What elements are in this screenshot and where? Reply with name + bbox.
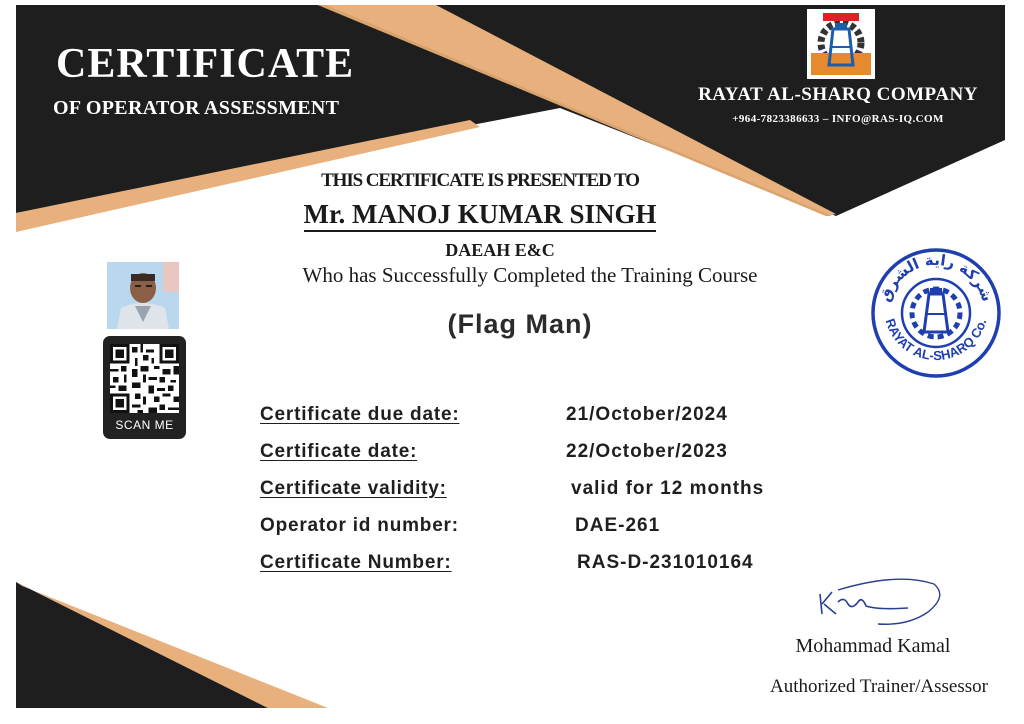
- detail-row: [258, 437, 818, 474]
- svg-text:شركة راية الشرق: شركة راية الشرق: [875, 250, 997, 304]
- detail-value: 22/October/2023: [566, 441, 728, 462]
- qr-code-button[interactable]: [103, 336, 186, 439]
- certificate-details: [258, 400, 818, 585]
- certificate-subtitle: OF OPERATOR ASSESSMENT: [53, 97, 340, 119]
- detail-value: valid for 12 months: [571, 478, 765, 499]
- recipient-organization: DAEAH E&C: [445, 240, 555, 260]
- qr-code-icon: [110, 344, 179, 413]
- completion-statement: Who has Successfully Completed the Training Course: [302, 263, 758, 287]
- recipient-name-text: Mr. MANOJ KUMAR SINGH: [304, 199, 657, 232]
- recipient-name: [250, 199, 710, 230]
- signatory-title: Authorized Trainer/Assessor: [770, 676, 988, 697]
- signatory-name: Mohammad Kamal: [795, 635, 951, 657]
- detail-row: [258, 511, 818, 548]
- operator-photo: [107, 262, 179, 329]
- company-contact: +964-7823386633 – INFO@RAS-IQ.COM: [732, 113, 944, 125]
- detail-row: [258, 400, 818, 437]
- certificate-title: CERTIFICATE: [56, 41, 355, 87]
- scan-me-label: SCAN ME: [115, 418, 174, 432]
- oil-derrick-gear-logo-icon: [807, 9, 875, 79]
- course-name: (Flag Man): [447, 309, 593, 339]
- presented-to-heading: THIS CERTIFICATE IS PRESENTED TO: [321, 170, 639, 191]
- svg-text:RAYAT AL-SHARQ Co.: RAYAT AL-SHARQ Co.: [882, 316, 990, 364]
- signature-icon: [808, 566, 948, 630]
- detail-value: 21/October/2024: [566, 404, 728, 425]
- company-seal-stamp-icon: [866, 246, 1006, 380]
- detail-label: Certificate Number:: [260, 552, 452, 573]
- detail-value: RAS-D-231010164: [577, 552, 754, 573]
- detail-value: DAE-261: [575, 515, 661, 536]
- detail-row: [258, 474, 818, 511]
- detail-row: [258, 548, 818, 585]
- company-name: RAYAT AL-SHARQ COMPANY: [698, 84, 978, 105]
- detail-label: Certificate due date:: [260, 404, 460, 425]
- detail-label: Certificate date:: [260, 441, 418, 462]
- detail-label: Certificate validity:: [260, 478, 447, 499]
- detail-label: Operator id number:: [260, 515, 459, 536]
